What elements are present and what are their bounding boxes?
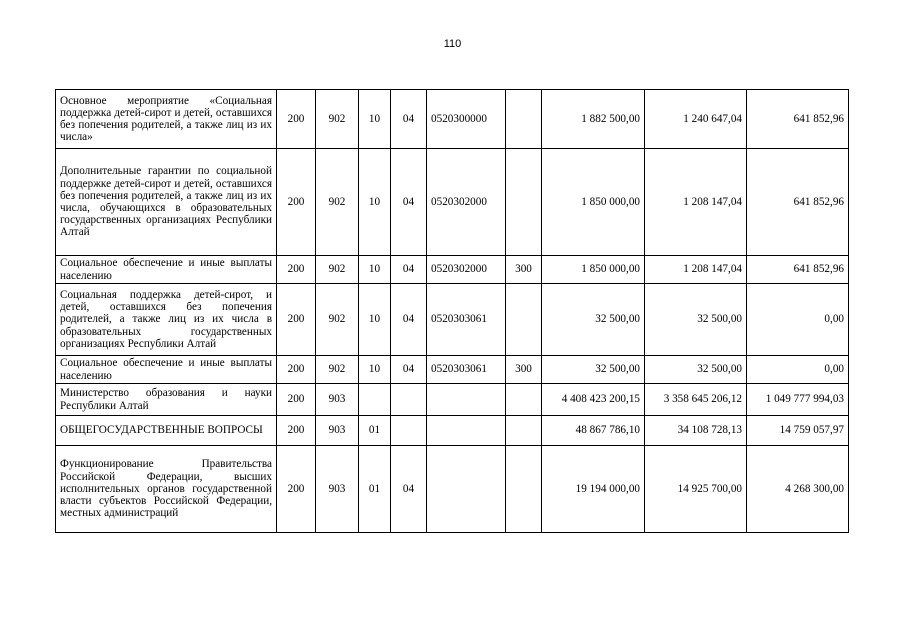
grbs-code-cell: 902 bbox=[316, 149, 359, 256]
table-row bbox=[56, 416, 849, 446]
expense-type-cell bbox=[506, 149, 542, 256]
grbs-code-cell: 902 bbox=[316, 256, 359, 284]
ved-code-cell: 200 bbox=[277, 90, 316, 149]
expense-type-cell bbox=[506, 284, 542, 356]
subsection-code-cell: 04 bbox=[391, 149, 427, 256]
table-row bbox=[56, 284, 849, 356]
section-code-cell bbox=[359, 384, 391, 416]
amount-cell: 32 500,00 bbox=[542, 284, 645, 356]
amount-cell: 34 108 728,13 bbox=[645, 416, 747, 446]
page-number: 110 bbox=[443, 38, 462, 50]
expense-type-cell: 300 bbox=[506, 256, 542, 284]
subsection-code-cell: 04 bbox=[391, 284, 427, 356]
amount-cell: 32 500,00 bbox=[542, 356, 645, 384]
ved-code-cell: 200 bbox=[277, 384, 316, 416]
budget-table bbox=[55, 89, 849, 533]
section-code-cell: 10 bbox=[359, 284, 391, 356]
table-row bbox=[56, 384, 849, 416]
subsection-code-cell: 04 bbox=[391, 356, 427, 384]
amount-cell: 3 358 645 206,12 bbox=[645, 384, 747, 416]
target-article-cell: 0520303061 bbox=[427, 284, 506, 356]
target-article-cell bbox=[427, 416, 506, 446]
target-article-cell: 0520300000 bbox=[427, 90, 506, 149]
row-name-cell: ОБЩЕГОСУДАРСТВЕННЫЕ ВОПРОСЫ bbox=[56, 416, 277, 446]
subsection-code-cell: 04 bbox=[391, 446, 427, 533]
table-row bbox=[56, 149, 849, 256]
amount-cell: 4 408 423 200,15 bbox=[542, 384, 645, 416]
amount-cell: 1 208 147,04 bbox=[645, 256, 747, 284]
target-article-cell bbox=[427, 446, 506, 533]
target-article-cell: 0520302000 bbox=[427, 149, 506, 256]
expense-type-cell: 300 bbox=[506, 356, 542, 384]
amount-cell: 32 500,00 bbox=[645, 356, 747, 384]
amount-cell: 0,00 bbox=[747, 356, 849, 384]
grbs-code-cell: 903 bbox=[316, 416, 359, 446]
amount-cell: 14 925 700,00 bbox=[645, 446, 747, 533]
expense-type-cell bbox=[506, 384, 542, 416]
amount-cell: 14 759 057,97 bbox=[747, 416, 849, 446]
subsection-code-cell bbox=[391, 384, 427, 416]
amount-cell: 0,00 bbox=[747, 284, 849, 356]
ved-code-cell: 200 bbox=[277, 356, 316, 384]
amount-cell: 1 850 000,00 bbox=[542, 149, 645, 256]
section-code-cell: 10 bbox=[359, 90, 391, 149]
expense-type-cell bbox=[506, 90, 542, 149]
amount-cell: 32 500,00 bbox=[645, 284, 747, 356]
subsection-code-cell bbox=[391, 416, 427, 446]
ved-code-cell: 200 bbox=[277, 416, 316, 446]
table-row bbox=[56, 356, 849, 384]
subsection-code-cell: 04 bbox=[391, 256, 427, 284]
ved-code-cell: 200 bbox=[277, 149, 316, 256]
amount-cell: 641 852,96 bbox=[747, 90, 849, 149]
table-row bbox=[56, 446, 849, 533]
expense-type-cell bbox=[506, 446, 542, 533]
amount-cell: 1 850 000,00 bbox=[542, 256, 645, 284]
grbs-code-cell: 902 bbox=[316, 284, 359, 356]
ved-code-cell: 200 bbox=[277, 446, 316, 533]
target-article-cell bbox=[427, 384, 506, 416]
grbs-code-cell: 903 bbox=[316, 384, 359, 416]
subsection-code-cell: 04 bbox=[391, 90, 427, 149]
row-name-cell: Основное мероприятие «Социальная поддержка детей-сирот и детей, оставшихся без попечения родителей, а также лиц из их числа» bbox=[56, 90, 277, 149]
section-code-cell: 10 bbox=[359, 149, 391, 256]
row-name-cell: Дополнительные гарантии по социальной поддержке детей-сирот и детей, оставшихся без попечения родителей, а также лиц из их числа, обучающихся в образовательных государственных организациях Республики Алтай bbox=[56, 149, 277, 256]
row-name-cell: Социальная поддержка детей-сирот, и детей, оставшихся без попечения родителей, а также лиц из их числа в образовательных государственных организациях Республики Алтай bbox=[56, 284, 277, 356]
section-code-cell: 01 bbox=[359, 416, 391, 446]
row-name-cell: Министерство образования и науки Республики Алтай bbox=[56, 384, 277, 416]
amount-cell: 641 852,96 bbox=[747, 256, 849, 284]
amount-cell: 1 240 647,04 bbox=[645, 90, 747, 149]
row-name-cell: Социальное обеспечение и иные выплаты населению bbox=[56, 356, 277, 384]
amount-cell: 1 882 500,00 bbox=[542, 90, 645, 149]
amount-cell: 1 208 147,04 bbox=[645, 149, 747, 256]
table-row bbox=[56, 256, 849, 284]
row-name-cell: Социальное обеспечение и иные выплаты населению bbox=[56, 256, 277, 284]
amount-cell: 641 852,96 bbox=[747, 149, 849, 256]
target-article-cell: 0520303061 bbox=[427, 356, 506, 384]
grbs-code-cell: 902 bbox=[316, 356, 359, 384]
target-article-cell: 0520302000 bbox=[427, 256, 506, 284]
section-code-cell: 10 bbox=[359, 256, 391, 284]
section-code-cell: 10 bbox=[359, 356, 391, 384]
grbs-code-cell: 902 bbox=[316, 90, 359, 149]
section-code-cell: 01 bbox=[359, 446, 391, 533]
ved-code-cell: 200 bbox=[277, 284, 316, 356]
expense-type-cell bbox=[506, 416, 542, 446]
ved-code-cell: 200 bbox=[277, 256, 316, 284]
amount-cell: 48 867 786,10 bbox=[542, 416, 645, 446]
row-name-cell: Функционирование Правительства Российской Федерации, высших исполнительных органов государственной власти субъектов Российской Федерации, местных администраций bbox=[56, 446, 277, 533]
amount-cell: 1 049 777 994,03 bbox=[747, 384, 849, 416]
amount-cell: 19 194 000,00 bbox=[542, 446, 645, 533]
grbs-code-cell: 903 bbox=[316, 446, 359, 533]
table-row bbox=[56, 90, 849, 149]
amount-cell: 4 268 300,00 bbox=[747, 446, 849, 533]
